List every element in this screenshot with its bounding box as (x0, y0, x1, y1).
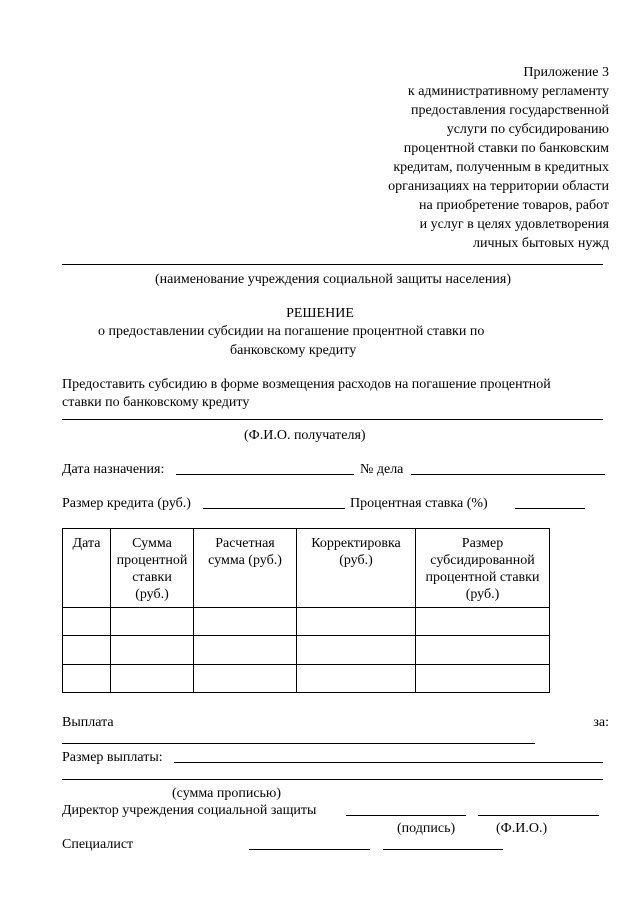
table-cell[interactable] (194, 665, 297, 693)
column-header-interest-sum: Сумма процентной ставки (руб.) (111, 529, 194, 608)
table-cell[interactable] (63, 608, 111, 636)
payment-period-line[interactable] (62, 743, 535, 744)
subsidy-table (62, 528, 550, 693)
director-fio-field[interactable] (478, 815, 599, 816)
specialist-label: Специалист (62, 837, 134, 852)
signature-caption: (подпись) (397, 821, 456, 836)
recipient-name-line[interactable] (62, 419, 603, 420)
appendix-line: предоставления государственной (410, 103, 609, 118)
payment-label: Выплата (62, 715, 114, 730)
document-title: РЕШЕНИЕ (286, 306, 354, 321)
table-cell[interactable] (416, 608, 550, 636)
specialist-signature-field[interactable] (249, 849, 370, 850)
table-cell[interactable] (63, 665, 111, 693)
document-subtitle-cont: банковскому кредиту (230, 343, 357, 358)
case-label: № дела (360, 462, 404, 477)
table-cell[interactable] (194, 636, 297, 665)
column-header-date: Дата (63, 529, 111, 608)
fio-caption: (Ф.И.О.) (496, 821, 548, 836)
appendix-line: услуги по субсидированию (446, 122, 609, 137)
appendix-line: кредитам, полученным в кредитных (393, 160, 609, 175)
table-row (63, 665, 550, 693)
payment-for-label: за: (593, 715, 609, 730)
table-row (63, 636, 550, 665)
appendix-line: организациях на территории области (388, 179, 609, 194)
column-header-subsidized-rate: Размер субсидированной процентной ставки (руб.) (416, 529, 550, 608)
appendix-line: личных бытовых нужд (472, 236, 609, 251)
body-text-cont: ставки по банковскому кредиту (62, 395, 250, 410)
column-header-calculated-sum: Расчетная сумма (руб.) (194, 529, 297, 608)
table-cell[interactable] (416, 636, 550, 665)
payment-amount-label: Размер выплаты: (62, 750, 163, 765)
amount-in-words-line[interactable] (62, 779, 603, 780)
amount-words-caption: (сумма прописью) (172, 786, 282, 801)
table-cell[interactable] (63, 636, 111, 665)
specialist-fio-field[interactable] (383, 849, 503, 850)
director-signature-field[interactable] (346, 815, 466, 816)
table-row (63, 608, 550, 636)
institution-name-line[interactable] (62, 264, 603, 265)
appendix-line: на приобретение товаров, работ (418, 198, 609, 213)
rate-label: Процентная ставка (%) (350, 496, 488, 511)
table-cell[interactable] (194, 608, 297, 636)
credit-label: Размер кредита (руб.) (62, 496, 191, 511)
director-label: Директор учреждения социальной защиты (62, 803, 317, 818)
date-field[interactable] (176, 474, 354, 475)
table-cell[interactable] (297, 608, 416, 636)
table-cell[interactable] (416, 665, 550, 693)
table-header-row (63, 529, 550, 608)
recipient-caption: (Ф.И.О. получателя) (244, 428, 366, 443)
body-text: Предоставить субсидию в форме возмещения расходов на погашение процентной (62, 377, 551, 392)
credit-amount-field[interactable] (203, 508, 345, 509)
column-header-correction: Корректировка (руб.) (297, 529, 416, 608)
table-cell[interactable] (297, 636, 416, 665)
case-number-field[interactable] (411, 474, 605, 475)
appendix-line: и услуг в целях удовлетворения (419, 217, 609, 232)
appendix-heading (388, 63, 609, 253)
table-cell[interactable] (111, 636, 194, 665)
table-cell[interactable] (297, 665, 416, 693)
table-cell[interactable] (111, 665, 194, 693)
rate-field[interactable] (515, 508, 585, 509)
payment-amount-field[interactable] (174, 762, 603, 763)
appendix-line: Приложение 3 (523, 65, 609, 80)
document-subtitle: о предоставлении субсидии на погашение процентной ставки по (98, 324, 485, 339)
table-cell[interactable] (111, 608, 194, 636)
appendix-line: к административному регламенту (407, 84, 609, 99)
date-label: Дата назначения: (62, 462, 165, 477)
institution-caption: (наименование учреждения социальной защиты населения) (155, 272, 511, 287)
appendix-line: процентной ставки по банковским (403, 141, 609, 156)
